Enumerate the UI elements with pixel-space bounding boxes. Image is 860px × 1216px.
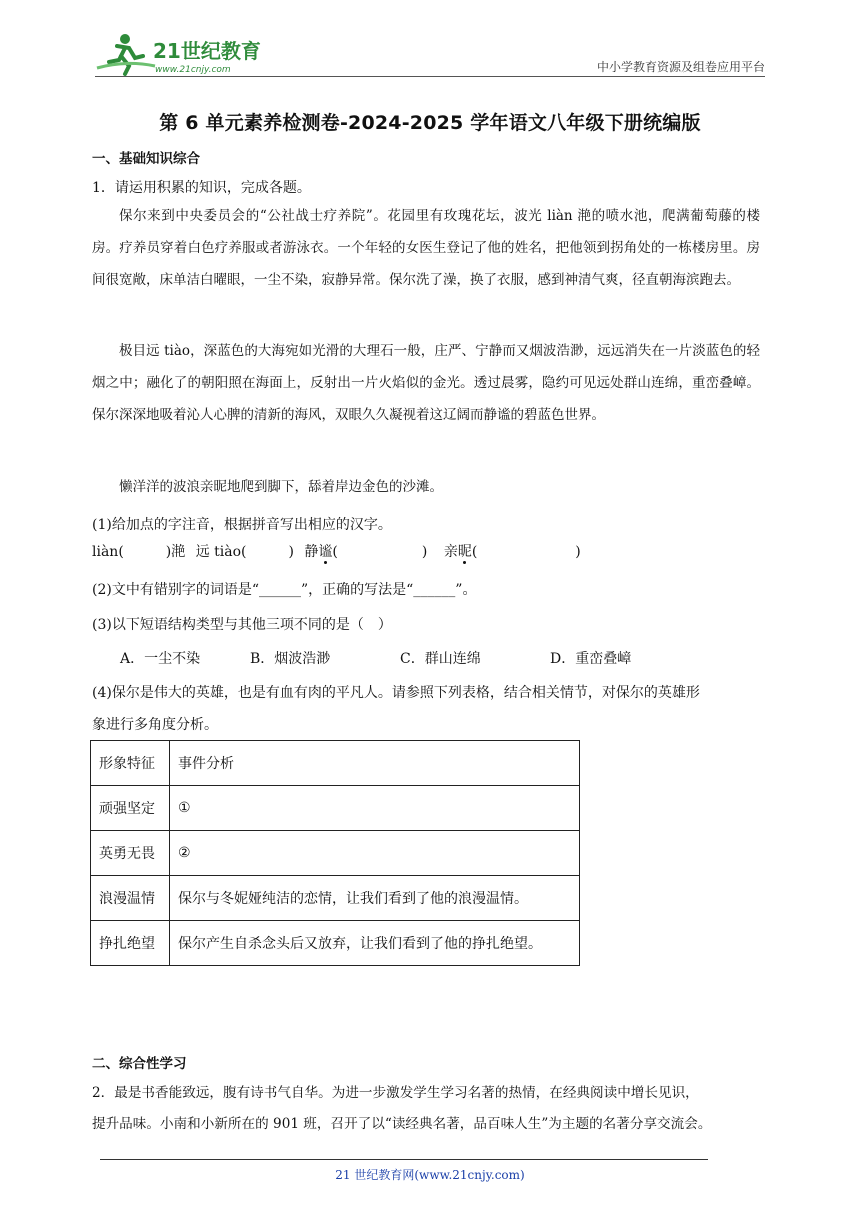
option-a: A．一尘不染 [120, 651, 201, 667]
pinyin-item-a: liàn( )滟 [92, 544, 186, 560]
q1-sub1: (1)给加点的字注音，根据拼音写出相应的汉字。 [92, 517, 392, 533]
table-cell: 事件分析 [170, 741, 580, 786]
pinyin-item-d: 亲昵( ) [443, 544, 581, 560]
q1-sub3: (3)以下短语结构类型与其他三项不同的是（ ） [92, 617, 392, 633]
option-d: D．重峦叠嶂 [550, 651, 632, 667]
q1-intro: 1．请运用积累的知识，完成各题。 [92, 180, 311, 196]
runner-icon [97, 34, 155, 74]
option-c: C．群山连绵 [400, 651, 481, 667]
table-cell: 保尔与冬妮娅纯洁的恋情，让我们看到了他的浪漫温情。 [170, 876, 580, 921]
table-cell: 挣扎绝望 [91, 921, 170, 966]
passage-paragraph-1: 保尔来到中央委员会的“公社战士疗养院”。花园里有玫瑰花坛，波光 liàn 滟的喷水池，爬满葡萄藤的楼房。疗养员穿着白色疗养服或者游泳衣。一个年轻的女医生登记了他的姓名，把他领到拐角处的一栋楼房里。房间很宽敞，床单洁白曜眼，一尘不染，寂静异常。保尔洗了澡，换了衣服，感到神清气爽，径直朝海滨跑去。 [92, 208, 760, 288]
option-b: B．烟波浩渺 [250, 651, 331, 667]
header-divider [95, 76, 765, 77]
pinyin-item-b: 远 tiào( ) [195, 544, 294, 560]
table-row [91, 741, 580, 786]
table-row [91, 786, 580, 831]
pinyin-item-c: 静谧( ) [304, 544, 428, 560]
page-footer: 21 世纪教育网(www.21cnjy.com) [335, 1168, 525, 1182]
table-cell: ① [170, 786, 580, 831]
site-logo [95, 32, 265, 76]
svg-text:www.21cnjy.com: www.21cnjy.com [155, 65, 231, 75]
q2-line2: 提升品味。小南和小新所在的 901 班，召开了以“读经典名著，品百味人生”为主题的名著分享交流会。 [92, 1116, 712, 1132]
q1-sub2: (2)文中有错别字的词语是“______”，正确的写法是“______”。 [92, 582, 477, 598]
hero-analysis-table [90, 740, 580, 966]
q1-sub4-line1: (4)保尔是伟大的英雄，也是有血有肉的平凡人。请参照下列表格，结合相关情节，对保尔的英雄形 [92, 685, 700, 701]
q2-line1: 2．最是书香能致远，腹有诗书气自华。为进一步激发学生学习名著的热情，在经典阅读中增长见识， [92, 1085, 699, 1101]
page-header [95, 30, 765, 80]
table-cell: 保尔产生自杀念头后又放弃，让我们看到了他的挣扎绝望。 [170, 921, 580, 966]
table-row [91, 921, 580, 966]
q1-sub4-line2: 象进行多角度分析。 [92, 717, 218, 733]
table-cell: 形象特征 [91, 741, 170, 786]
passage-paragraph-2: 极目远 tiào，深蓝色的大海宛如光滑的大理石一般，庄严、宁静而又烟波浩渺，远远消失在一片淡蓝色的轻烟之中；融化了的朝阳照在海面上，反射出一片火焰似的金光。透过晨雾，隐约可见远处群山连绵，重峦叠嶂。保尔深深地吸着沁人心脾的清新的海风，双眼久久凝视着这辽阔而静谧的碧蓝色世界。 [92, 343, 760, 423]
section1-heading: 一、基础知识综合 [92, 151, 200, 167]
table-row [91, 876, 580, 921]
table-cell: 英勇无畏 [91, 831, 170, 876]
page-title: 第 6 单元素养检测卷-2024-2025 学年语文八年级下册统编版 [159, 112, 701, 134]
table-cell: 浪漫温情 [91, 876, 170, 921]
section2-heading: 二、综合性学习 [92, 1056, 187, 1072]
table-cell: ② [170, 831, 580, 876]
platform-name: 中小学教育资源及组卷应用平台 [596, 60, 765, 74]
table-cell: 顽强坚定 [91, 786, 170, 831]
svg-text:21世纪教育: 21世纪教育 [153, 39, 261, 63]
table-row [91, 831, 580, 876]
passage-paragraph-3: 懒洋洋的波浪亲昵地爬到脚下，舔着岸边金色的沙滩。 [119, 479, 443, 495]
footer-divider [100, 1159, 708, 1160]
pinyin-row [92, 541, 581, 561]
